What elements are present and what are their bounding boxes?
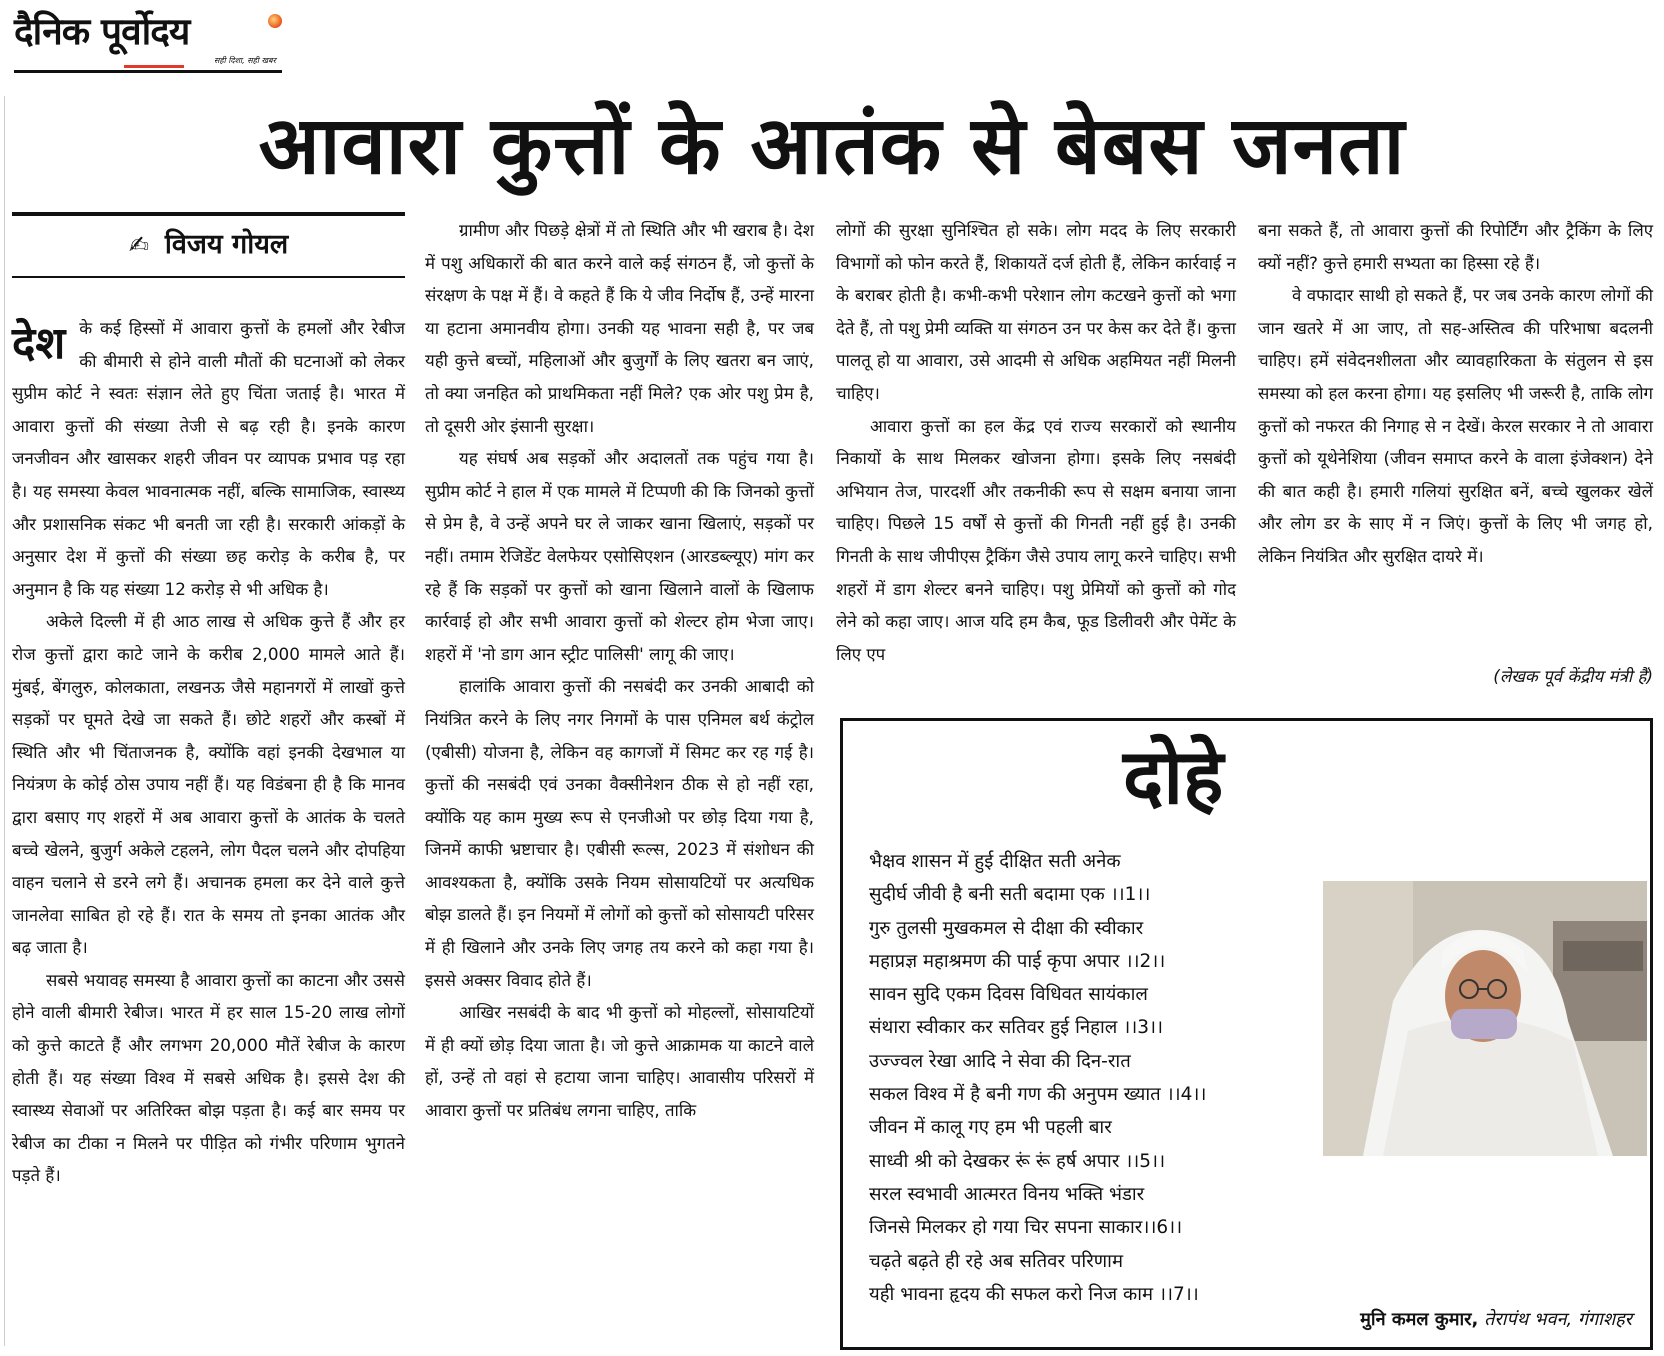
byline	[12, 229, 405, 261]
paragraph: ग्रामीण और पिछड़े क्षेत्रों में तो स्थिति और भी खराब है। देश में पशु अधिकारों की बात करने वाले कई संगठन हैं, जो कुत्तों के संरक्षण के पक्ष में हैं। वे कहते हैं कि ये जीव निर्दोष हैं, उन्हें मारना या हटाना अमानवीय होगा। उनकी यह भावना सही है, पर जब यही कुत्ते बच्चों, महिलाओं और बुजुर्गों के लिए खतरा बन जाएं, तो क्या जनहित को प्राथमिकता नहीं मिले? एक ओर पशु प्रेम है, तो दूसरी ओर इंसानी सुरक्षा।	[425, 220, 814, 436]
poem-line: जीवन में कालू गए हम भी पहली बार	[869, 1117, 1112, 1139]
pen-icon: ✍	[128, 231, 149, 259]
paragraph: हालांकि आवारा कुत्तों की नसबंदी कर उनकी आबादी को नियंत्रित करने के लिए नगर निगमों के पास एनिमल बर्थ कंट्रोल (एबीसी) योजना है, लेकिन वह कागजों में सिमट कर रह गई है। कुत्तों की नसबंदी एवं उनका वैक्सीनेशन ठीक से हो नहीं रहा, क्योंकि यह काम मुख्य रूप से एनजीओ पर छोड़ दिया गया है, जिनमें काफी भ्रष्टाचार है। एबीसी रूल्स, 2023 में संशोधन की आवश्यकता है, क्योंकि उसके नियम सोसायटियों पर अत्यधिक बोझ डालते हैं। इन नियमों में लोगों को कुत्तों को सोसायटी परिसर में ही खिलाने और उनके लिए जगह तय करने को कहा गया है। इससे अक्सर विवाद होते हैं।	[425, 676, 814, 990]
poem-line: सकल विश्व में है बनी गण की अनुपम ख्यात ।।4।।	[869, 1084, 1207, 1106]
sadhvi-portrait-photo	[1323, 881, 1647, 1156]
page-left-rule	[4, 96, 5, 1346]
article-column-2	[425, 214, 814, 1127]
poem-line: उज्ज्वल रेखा आदि ने सेवा की दिन-रात	[869, 1050, 1131, 1072]
sun-logo-icon	[268, 14, 282, 28]
masthead-rule	[14, 70, 282, 73]
headline: आवारा कुत्तों के आतंक से बेबस जनता	[258, 99, 1406, 192]
paragraph: सबसे भयावह समस्या है आवारा कुत्तों का काटना और उससे होने वाली बीमारी रेबीज। भारत में हर साल 15-20 लाख लोगों को कुत्ते काटते हैं और लगभग 20,000 मौतें रेबीज के कारण होती हैं। यह संख्या विश्व में सबसे अधिक है। इससे देश की स्वास्थ्य सेवाओं पर अतिरिक्त बोझ पड़ता है। कई बार समय पर रेबीज का टीका न मिलने पर पीड़ित को गंभीर परिणाम भुगतने पड़ते हैं।	[12, 969, 405, 1186]
paragraph: आवारा कुत्तों का हल केंद्र एवं राज्य सरकारों को स्थानीय निकायों के साथ मिलकर खोजना होगा। इसके लिए नसबंदी अभियान तेज, पारदर्शी और तकनीकी रूप से सक्षम बनाया जाना चाहिए। पिछले 15 वर्षों से कुत्तों की गिनती नहीं हुई है। उनकी गिनती के साथ जीपीएस ट्रैकिंग जैसे उपाय लागू करने चाहिए। सभी शहरों में डाग शेल्टर बनने चाहिए। पशु प्रेमियों को कुत्तों को गोद लेने को कहा जाए। आज यदि हम कैब, फूड डिलीवरी और पेमेंट के लिए एप	[836, 415, 1236, 664]
poem-author-place: तेरापंथ भवन, गंगाशहर	[1484, 1309, 1632, 1330]
poem-line: जिनसे मिलकर हो गया चिर सपना साकार।।6।।	[869, 1217, 1183, 1239]
poem-author	[1360, 1307, 1632, 1333]
byline-box	[12, 212, 405, 278]
paragraph: आखिर नसबंदी के बाद भी कुत्तों को मोहल्लों, सोसायटियों में ही क्यों छोड़ दिया जाता है। जो कुत्ते आक्रामक या काटने वाले हों, उन्हें तो वहां से हटाया जाना चाहिए। आवासीय परिसरों में आवारा कुत्तों पर प्रतिबंध लगना चाहिए, ताकि	[425, 1002, 814, 1121]
article-column-4	[1258, 214, 1653, 573]
poem-line: गुरु तुलसी मुखकमल से दीक्षा की स्वीकार	[869, 917, 1144, 939]
poem-author-name: मुनि कमल कुमार,	[1360, 1309, 1479, 1330]
masthead-tagline: सही दिशा, सही खबर	[214, 56, 276, 65]
portrait-illustration	[1323, 881, 1647, 1156]
paragraph: लोगों की सुरक्षा सुनिश्चित हो सके। लोग मदद के लिए सरकारी विभागों को फोन करते हैं, शिकायतें दर्ज होती हैं, लेकिन कार्रवाई न के बराबर होती है। कभी-कभी परेशान लोग कटखने कुत्तों को भगा देते हैं, तो पशु प्रेमी व्यक्ति या संगठन उन पर केस कर देते हैं। कुत्ता पालतू हो या आवारा, उसे आदमी से अधिक अहमियत नहीं मिलनी चाहिए।	[836, 220, 1236, 403]
paragraph: अकेले दिल्ली में ही आठ लाख से अधिक कुत्ते हैं और हर रोज कुत्तों द्वारा काटे जाने के करीब 2,000 मामले आते हैं। मुंबई, बेंगलुरु, कोलकाता, लखनऊ जैसे महानगरों में लाखों कुत्ते सड़कों पर घूमते देखे जा सकते हैं। छोटे शहरों और कस्बों में स्थिति और भी चिंताजनक है, क्योंकि वहां इनकी देखभाल या नियंत्रण के कोई ठोस उपाय नहीं हैं। यह विडंबना ही है कि मानव द्वारा बसाए गए शहरों में अब आवारा कुत्तों के आतंक के चलते बच्चे खेलने, बुजुर्ग अकेले टहलने, लोग पैदल चलने और दोपहिया वाहन चलाने से डरने लगे हैं। अचानक हमला कर देने वाले कुत्ते जानलेवा साबित हो रहे हैं। रात के समय तो इनका आतंक और बढ़ जाता है।	[12, 611, 405, 958]
poem-line: चढ़ते बढ़ते ही रहे अब सतिवर परिणाम	[869, 1250, 1124, 1272]
article-column-3	[836, 214, 1236, 670]
paragraph: के कई हिस्सों में आवारा कुत्तों के हमलों और रेबीज की बीमारी से होने वाली मौतों की घटनाओं को लेकर सुप्रीम कोर्ट ने स्वतः संज्ञान लेते हुए चिंता जताई है। भारत में आवारा कुत्तों की संख्या तेजी से बढ़ रही है। इनके कारण जनजीवन और खासकर शहरी जीवन पर व्यापक प्रभाव पड़ रहा है। यह समस्या केवल भावनात्मक नहीं, बल्कि सामाजिक, स्वास्थ्य और प्रशासनिक संकट भी बनती जा रही है। सरकारी आंकड़ों के अनुसार देश में कुत्तों की संख्या छह करोड़ के करीब है, पर अनुमान है कि यह संख्या 12 करोड़ से भी अधिक है।	[12, 318, 405, 599]
paragraph: वे वफादार साथी हो सकते हैं, पर जब उनके कारण लोगों की जान खतरे में आ जाए, तो सह-अस्तित्व की परिभाषा बदलनी चाहिए। हमें संवेदनशीलता और व्यावहारिकता के संतुलन से इस समस्या को हल करना होगा। यह इसलिए भी जरूरी है, ताकि लोग कुत्तों को नफरत की निगाह से न देखें। केरल सरकार ने तो आवारा कुत्तों को यूथेनेशिया (जीवन समाप्त करने के वाला इंजेक्शन) देने की बात कही है। हमारी गलियां सुरक्षित बनें, बच्चे खुलकर खेलें और लोग डर के साए में न जिएं। कुत्तों के लिए भी जगह हो, लेकिन नियंत्रित और सुरक्षित दायरे में।	[1258, 285, 1653, 566]
poem-line: सरल स्वभावी आत्मरत विनय भक्ति भंडार	[869, 1183, 1145, 1205]
masthead-title: दैनिक पूर्वोदय	[14, 10, 190, 53]
paragraph: यह संघर्ष अब सड़कों और अदालतों तक पहुंच गया है। सुप्रीम कोर्ट ने हाल में एक मामले में टिप्पणी की कि जिनको कुत्तों से प्रेम है, वे उन्हें अपने घर ले जाकर खाना खिलाएं, सड़कों पर नहीं। तमाम रेजिडेंट वेलफेयर एसोसिएशन (आरडब्ल्यूए) मांग कर रहे हैं कि सड़कों पर कुत्तों को खाना खिलाने वालों के खिलाफ कार्रवाई हो और सभी आवारा कुत्तों को शेल्टर होम भेजा जाए। शहरों में 'नो डाग आन स्ट्रीट पालिसी' लागू की जाए।	[425, 448, 814, 664]
poem-line: भैक्षव शासन में हुई दीक्षित सती अनेक	[869, 851, 1121, 872]
poem-title: दोहे	[1123, 732, 1224, 821]
author-credit: (लेखक पूर्व केंद्रीय मंत्री हैं)	[1493, 666, 1653, 686]
dropcap: देश	[12, 318, 66, 369]
poem-line: यही भावना हृदय की सफल करो निज काम ।।7।।	[869, 1283, 1199, 1305]
poem-line: सावन सुदि एकम दिवस विधिवत सायंकाल	[869, 984, 1148, 1006]
poem-box	[840, 718, 1653, 1350]
poem-line: सुदीर्घ जीवी है बनी सती बदामा एक ।।1।।	[869, 884, 1151, 906]
masthead	[14, 10, 284, 72]
poem-line: साध्वी श्री को देखकर रूं रूं हर्ष अपार ।।5।।	[869, 1150, 1166, 1172]
poem-line: संथारा स्वीकार कर सतिवर हुई निहाल ।।3।।	[869, 1017, 1164, 1039]
masthead-accent-rule	[124, 65, 184, 68]
byline-author: विजय गोयल	[164, 229, 289, 260]
poem-line: महाप्रज्ञ महाश्रमण की पाई कृपा अपार ।।2।।	[869, 950, 1166, 972]
paragraph: बना सकते हैं, तो आवारा कुत्तों की रिपोर्टिंग और ट्रैकिंग के लिए क्यों नहीं? कुत्ते हमारी सभ्यता का हिस्सा रहे हैं।	[1258, 220, 1653, 273]
article-column-1	[12, 312, 405, 1192]
poem-lines	[869, 845, 1369, 1311]
